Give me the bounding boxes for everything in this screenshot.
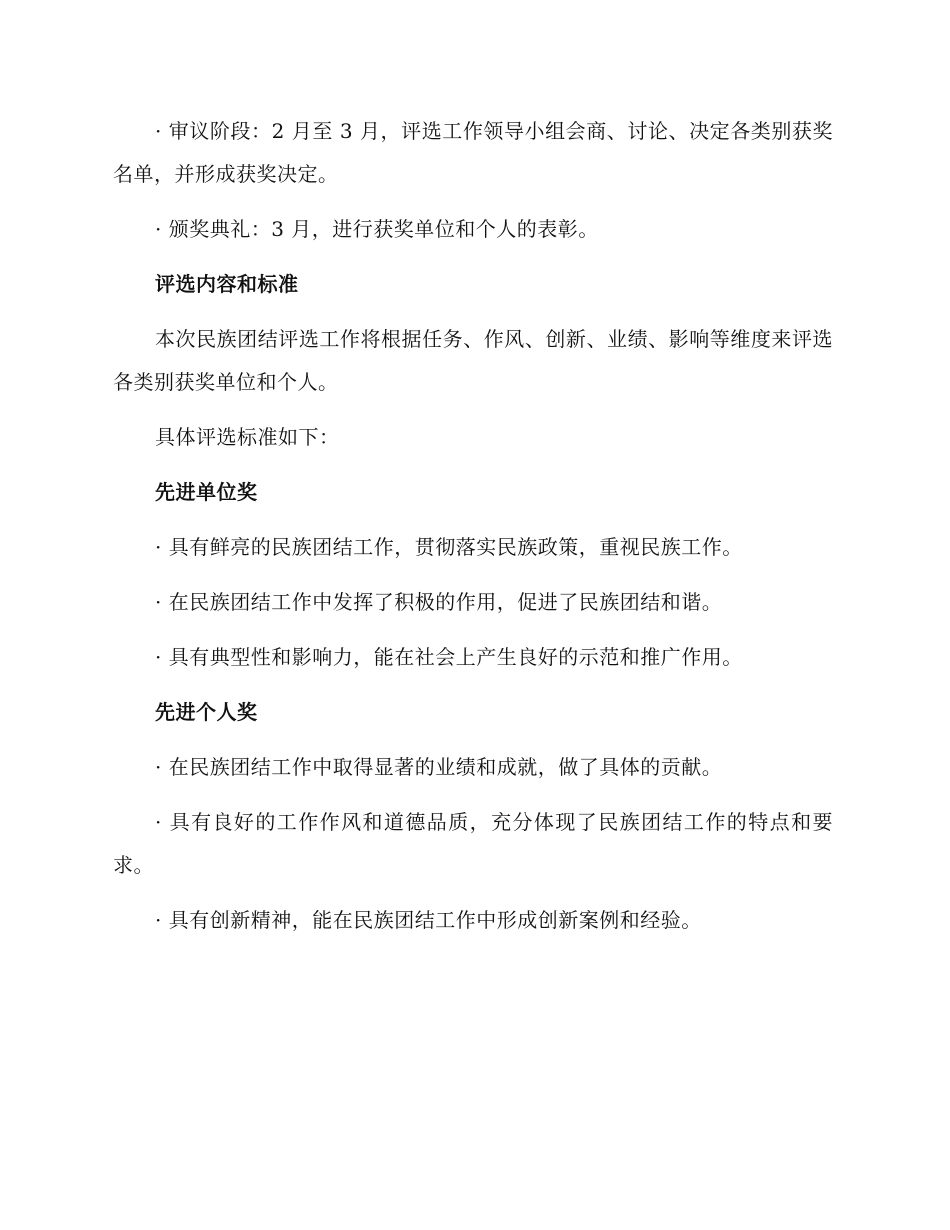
list-item-unit-2: · 在民族团结工作中发挥了积极的作用，促进了民族团结和谐。 (155, 590, 723, 614)
paragraph-criteria-lead: 具体评选标准如下： (155, 425, 340, 449)
list-item-individual-1: · 在民族团结工作中取得显著的业绩和成就，做了具体的贡献。 (155, 755, 723, 779)
list-item-individual-3: · 具有创新精神，能在民族团结工作中形成创新案例和经验。 (155, 908, 702, 932)
section-heading-criteria: 评选内容和标准 (155, 272, 299, 296)
paragraph-award-ceremony: · 颁奖典礼：3 月，进行获奖单位和个人的表彰。 (155, 217, 599, 241)
paragraph-review-stage: · 审议阶段：2 月至 3 月，评选工作领导小组会商、讨论、决定各类别获奖名单，并形成获奖决定。 (113, 119, 833, 186)
list-item-unit-1: · 具有鲜亮的民族团结工作，贯彻落实民族政策，重视民族工作。 (155, 535, 743, 559)
list-item-individual-2: · 具有良好的工作作风和道德品质，充分体现了民族团结工作的特点和要求。 (113, 810, 833, 877)
paragraph-criteria-intro: 本次民族团结评选工作将根据任务、作风、创新、业绩、影响等维度来评选各类别获奖单位和个人。 (113, 327, 833, 394)
section-heading-unit-award: 先进单位奖 (155, 480, 258, 504)
list-item-unit-3: · 具有典型性和影响力，能在社会上产生良好的示范和推广作用。 (155, 645, 743, 669)
document-body (113, 110, 833, 954)
section-heading-individual-award: 先进个人奖 (155, 700, 258, 724)
